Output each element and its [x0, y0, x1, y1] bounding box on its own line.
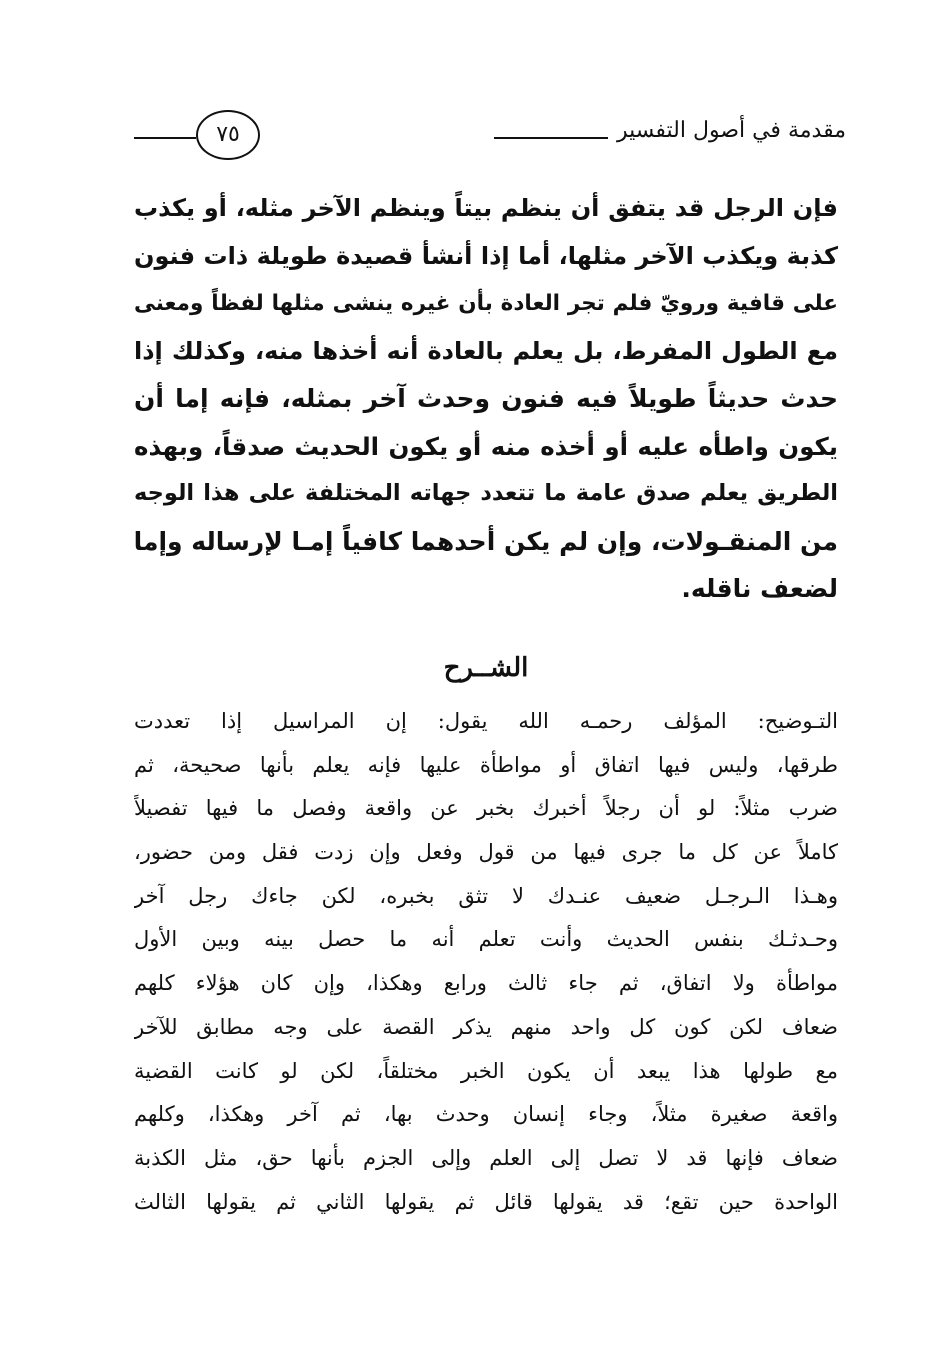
matn-line: كذبة ويكذب الآخر مثلها، أما إذا أنشأ قصيدة طويلة ذات فنون [134, 241, 838, 270]
sharh-line: ضرب مثلاً: لو أن رجلاً أخبرك بخبر عن واقعة وفصل ما فيها تفصيلاً [134, 796, 838, 821]
matn-line: حدث حديثاً طويلاً فيه فنون وحدث آخر بمثله، فإنه إما أن [134, 384, 838, 413]
matn-line: مع الطول المفرط، بل يعلم بالعادة أنه أخذها منه، وكذلك إذا [134, 336, 838, 365]
sharh-line: ضعاف لكن كون كل واحد منهم يذكر القصة على وجه مطابق للآخر [134, 1014, 838, 1039]
header-rule-right [494, 137, 608, 139]
sharh-line: وهـذا الـرجـل ضعيف عنـدك لا تثق بخبره، لكن جاءك رجل آخر [134, 883, 838, 908]
sharh-line: طرقها، وليس فيها اتفاق أو مواطأة عليها فإنه يعلم بأنها صحيحة، ثم [134, 752, 838, 777]
matn-line: على قافية ورويّ فلم تجر العادة بأن غيره ينشى مثلها لفظاً ومعنى [134, 291, 838, 316]
sharh-line: مع طولها هذا يبعد أن يكون الخبر مختلقاً، لكن لو كانت القضية [134, 1058, 838, 1083]
matn-line: يكون واطأه عليه أو أخذه منه أو يكون الحديث صدقاً، وبهذه [134, 431, 838, 461]
matn-line: فإن الرجل قد يتفق أن ينظم بيتاً وينظم الآخر مثله، أو يكذب [134, 194, 838, 222]
sharh-line: التـوضيح: المؤلف رحمـه الله يقول: إن المراسيل إذا تعددت [134, 709, 838, 733]
sharh-line: وحـدثـك بنفس الحديث وأنت تعلم أنه ما حصل بينه وبين الأول [134, 927, 838, 952]
matn-line: لضعف ناقله. [681, 574, 838, 603]
page-number-oval [196, 110, 260, 160]
sharh-line: كاملاً عن كل ما جرى فيها من قول وفعل وإن زدت فقل ومن حضور، [134, 840, 838, 865]
sharh-line: مواطأة ولا اتفاق، ثم جاء ثالث ورابع وهكذا، وإن كان هؤلاء كلهم [134, 971, 838, 996]
matn-text [134, 185, 838, 613]
matn-line: الطريق يعلم صدق عامة ما تتعدد جهاته المختلفة على هذا الوجه [134, 480, 838, 506]
section-heading: الشــرح [443, 653, 529, 683]
sharh-line: الواحدة حين تقع؛ قد يقولها قائل ثم يقولها الثاني ثم يقولها الثالث [134, 1189, 838, 1214]
matn-line: من المنقـولات، وإن لم يكن أحدهما كافياً إمـا لإرساله وإما [134, 526, 838, 556]
sharh-line: ضعاف فإنها قد لا تصل إلى العلم وإلى الجزم بأنها حق، مثل الكذبة [134, 1145, 838, 1170]
sharh-line: واقعة صغيرة مثلاً، وجاء إنسان وحدث بها، ثم آخر وهكذا، وكلهم [134, 1102, 838, 1127]
page-header [134, 108, 846, 156]
header-rule-left [134, 137, 196, 139]
page-number: ٧٥ [216, 122, 240, 147]
sharh-text [134, 700, 838, 1224]
running-title: مقدمة في أصول التفسير [616, 118, 846, 143]
